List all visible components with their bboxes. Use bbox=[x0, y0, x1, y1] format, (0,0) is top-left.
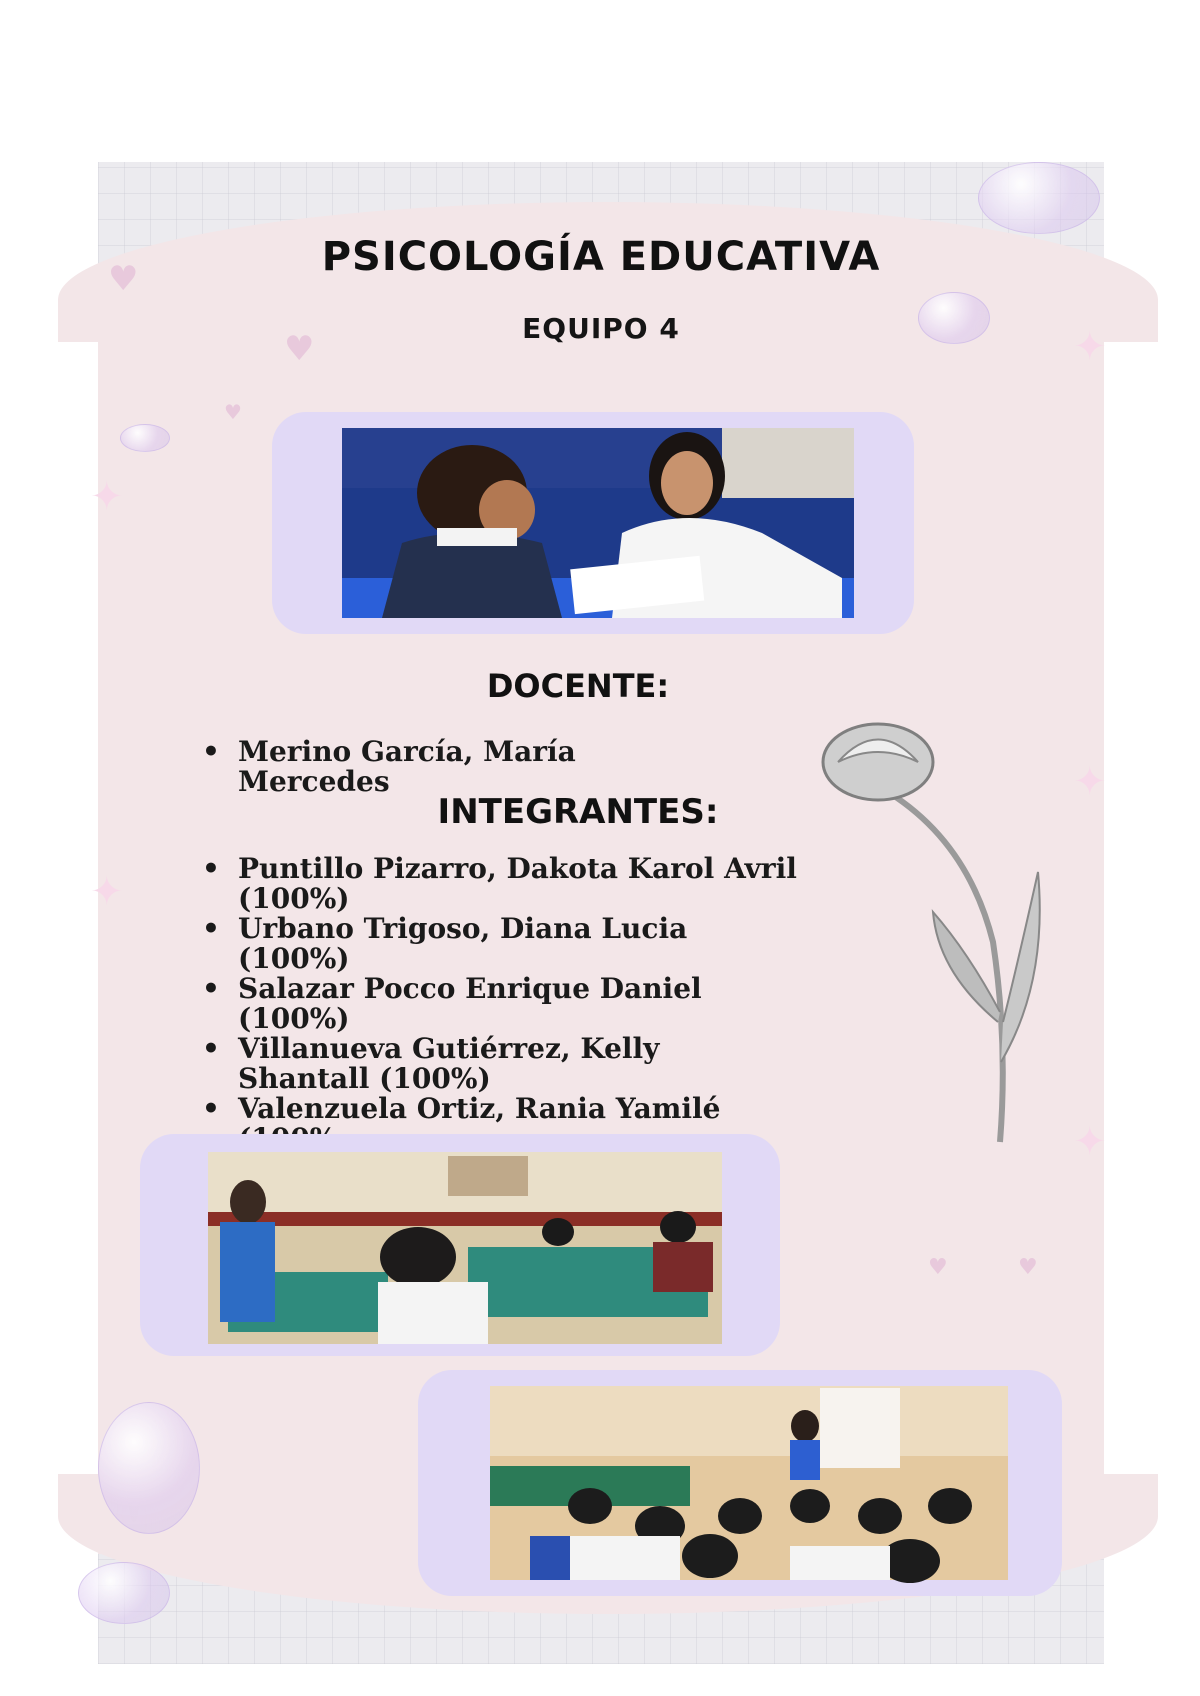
heart-icon: ♥ bbox=[284, 329, 315, 369]
integrantes-heading: INTEGRANTES: bbox=[437, 792, 719, 832]
docente-heading: DOCENTE: bbox=[486, 667, 670, 705]
bubble-icon bbox=[978, 162, 1100, 234]
list-item: • Villanueva Gutiérrez, Kelly Shantall (100%) bbox=[202, 1034, 822, 1094]
list-item: • Puntillo Pizarro, Dakota Karol Avril (100%) bbox=[202, 854, 822, 914]
poster bbox=[90, 162, 1107, 1664]
bubble-icon bbox=[98, 1402, 200, 1534]
sparkle-icon: ✦ bbox=[90, 474, 124, 520]
list-item: • Urbano Trigoso, Diana Lucia (100%) bbox=[202, 914, 822, 974]
heart-icon: ♥ bbox=[1018, 1255, 1038, 1280]
page-subtitle: EQUIPO 4 bbox=[522, 312, 680, 345]
heart-icon: ♥ bbox=[108, 259, 139, 299]
photo-auditorium-talk bbox=[490, 1386, 1008, 1580]
sparkle-icon: ✦ bbox=[1073, 1119, 1107, 1165]
bubble-icon bbox=[78, 1562, 170, 1624]
heart-icon: ♥ bbox=[928, 1255, 948, 1280]
sparkle-icon: ✦ bbox=[1073, 759, 1107, 805]
list-item: • Valenzuela Ortiz, Rania Yamilé bbox=[202, 1094, 822, 1154]
tulip-icon bbox=[818, 722, 1018, 1142]
photo-classroom-talk bbox=[208, 1152, 722, 1344]
integrantes-list bbox=[202, 854, 822, 1154]
photo-counseling-session bbox=[342, 428, 854, 618]
docente-list bbox=[202, 737, 632, 797]
heart-icon: ♥ bbox=[224, 400, 242, 424]
sparkle-icon: ✦ bbox=[1073, 324, 1107, 370]
list-item: • Salazar Pocco Enrique Daniel (100%) bbox=[202, 974, 822, 1034]
bubble-icon bbox=[120, 424, 170, 452]
page-title: PSICOLOGÍA EDUCATIVA bbox=[321, 234, 881, 280]
list-item: • Merino García, María Mercedes bbox=[202, 737, 632, 797]
sparkle-icon: ✦ bbox=[90, 869, 124, 915]
